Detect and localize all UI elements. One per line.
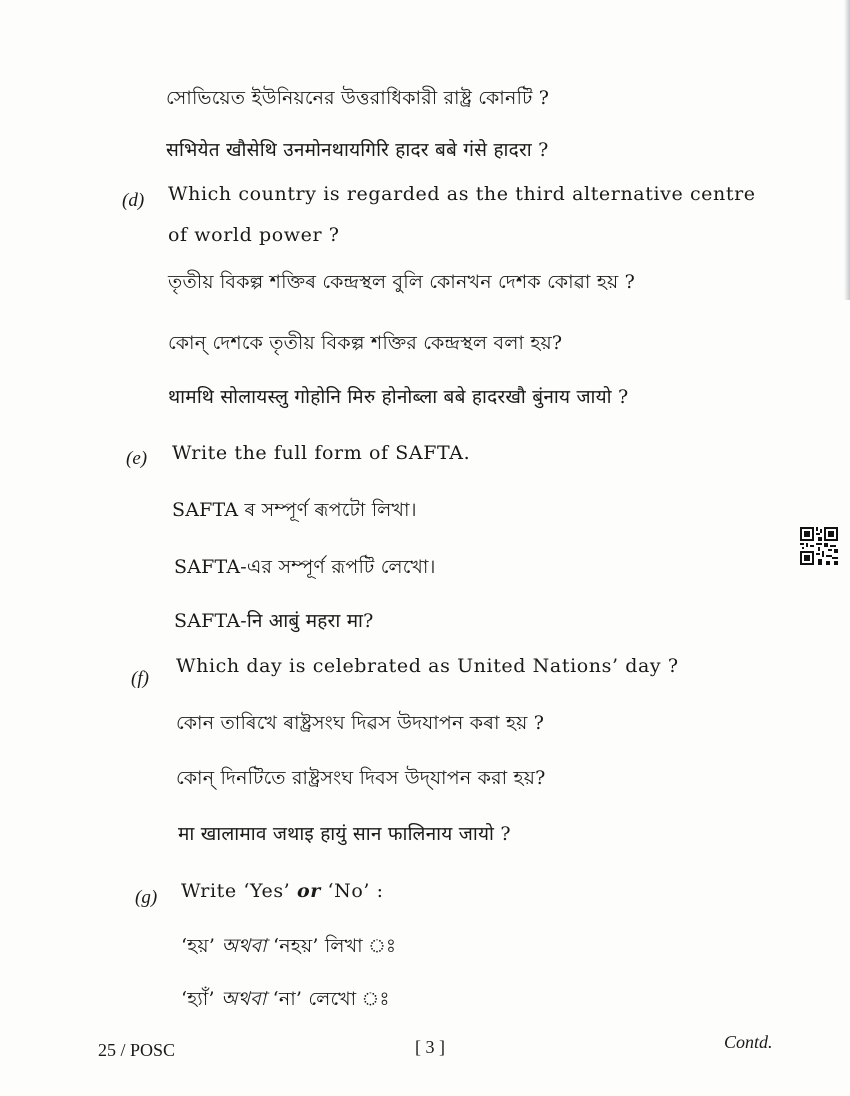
question-f-bengali: কোন্ দিনটিতে রাষ্ট্রসংঘ দিবস উদ্‌যাপন করা হয়? [176,767,546,789]
question-g-assamese-no: ‘নহয়’ লিখা ঃ [273,935,397,957]
question-g-bengali [181,985,390,1017]
question-c-bodo: सभियेत खौसेथि उनमोनथायगिरि हादर बबे गंसे हादरा ? [166,139,549,161]
question-e-label: (e) [126,448,148,469]
question-d-english-line1: Which country is regarded as the third alternative centre [168,183,756,205]
question-f-english: Which day is celebrated as United Nations’ day ? [176,655,679,677]
question-g-bengali-no: ‘না’ লেখো ঃ [272,988,390,1010]
question-g-bengali-or: অথবা [220,988,267,1010]
page-number: [ 3 ] [415,1037,445,1057]
question-f-assamese: কোন তাৰিখে ৰাষ্ট্ৰসংঘ দিৱস উদযাপন কৰা হয় ? [176,712,545,734]
question-g-label: (g) [135,887,158,908]
question-c-bengali: সোভিয়েত ইউনিয়নের উত্তরাধিকারী রাষ্ট্র কোনটি ? [166,87,550,109]
question-g-bengali-yes: ‘হ্যাঁ’ [181,988,215,1010]
question-g-english-no: ‘No’ : [327,880,384,902]
question-e-english: Write the full form of SAFTA. [172,442,471,464]
question-g-english-yes: Write ‘Yes’ [181,880,291,902]
question-f-label: (f) [131,668,149,689]
question-e-assamese: SAFTA ৰ সম্পূৰ্ণ ৰূপটো লিখা। [172,499,417,521]
question-g-english-or: or [296,880,321,902]
question-g-assamese-yes: ‘হয়’ [181,935,216,957]
question-d-assamese: তৃতীয় বিকল্প শক্তিৰ কেন্দ্ৰস্থল বুলি কোনখন দেশক কোৱা হয় ? [168,271,636,293]
paper-code: 25 / POSC [98,1040,176,1060]
scan-edge-shadow [844,0,850,300]
question-g-english [181,880,384,902]
question-e-bodo: SAFTA-नि आबुं महरा मा? [174,610,374,632]
question-e-bengali: SAFTA-এর সম্পূর্ণ রূপটি লেখো। [174,556,436,578]
question-d-bengali: কোন্ দেশকে তৃতীয় বিকল্প শক্তির কেন্দ্রস্থল বলা হয়? [168,332,563,354]
question-d-bodo: थामथि सोलायस्लु गोहोनि मिरु होनोब्ला बबे हादरखौ बुंनाय जायो ? [168,386,629,408]
question-g-assamese-or: অথবা [221,935,267,957]
qr-code-icon [800,527,838,565]
question-f-bodo: मा खालामाव जथाइ हायुं सान फालिनाय जायो ? [178,823,511,845]
continued-label: Contd. [724,1032,773,1052]
question-d-english-line2: of world power ? [168,224,340,246]
question-d-label: (d) [122,190,145,211]
question-g-assamese [181,932,396,964]
